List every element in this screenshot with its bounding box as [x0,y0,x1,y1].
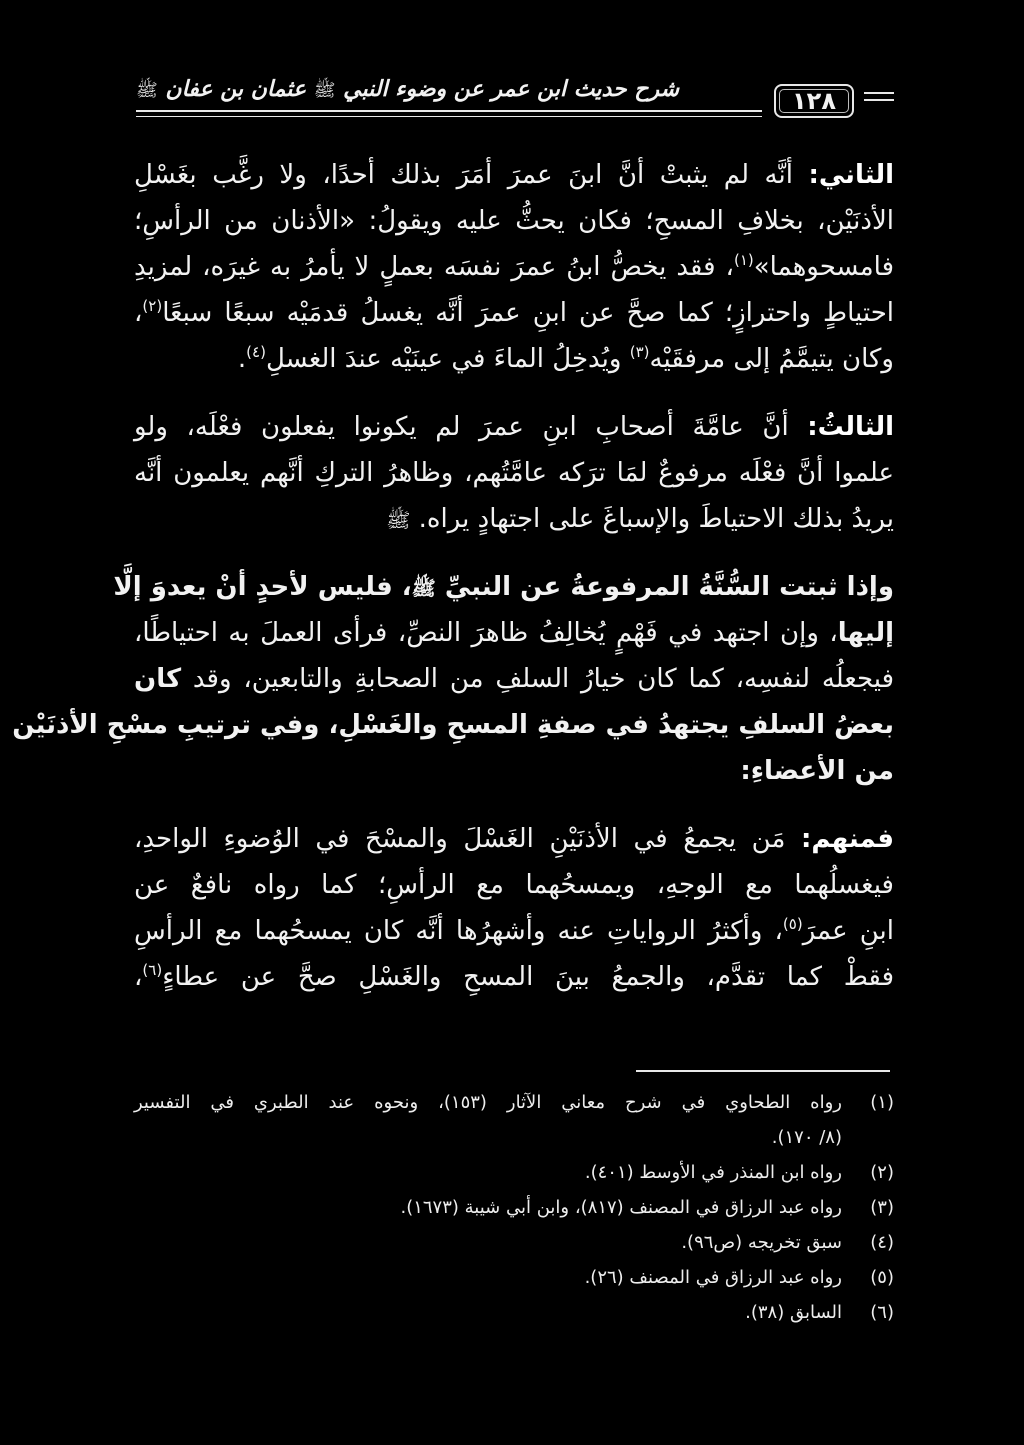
footnotes [134,1085,894,1330]
paragraph-gap [134,542,894,564]
text-span: ، [134,962,143,992]
paragraph-gap [134,794,894,816]
text-line [134,450,894,496]
footnote-number: (٢) [870,1162,894,1183]
text-span: أنَّ عامَّةَ أصحابِ ابنِ عمرَ لم يكونوا يفعلون فعْلَه، ولو [134,412,789,442]
text-span: ، وإن اجتهد في فَهْمٍ يُخالِفُ ظاهرَ النصِّ، فرأى العملَ به احتياطًا، [134,618,838,648]
text-span: من الأعضاءِ: [740,756,894,786]
salutation-mark: ﷺ [411,576,436,600]
page-number [774,84,854,118]
text-span: مَن يجمعُ في الأذنَيْنِ الغَسْلَ والمسْحَ في الوُضوءِ الواحدِ، [134,824,786,854]
paragraph-gap [134,382,894,404]
footnote-number: (٣) [870,1197,894,1218]
page-header [136,70,894,134]
author-name: عثمان بن عفان [165,76,307,102]
footnote-marker[interactable]: (٣) [629,343,650,361]
point-label: فمنهم: [800,824,895,854]
text-span: ، فقد يخصُّ ابنُ عمرَ نفسَه بعملٍ لا يأمرُ به غيرَه، لمزيدِ [134,252,734,282]
footnote-text: رواه ابن المنذر في الأوسط (٤٠١). [584,1162,842,1183]
main-text [12,152,895,1052]
footnote-text: السابق (٣٨). [745,1302,842,1323]
text-line [134,816,894,862]
author-salutation: ﷺ [136,80,158,101]
text-line [134,656,894,702]
text-span: ابنِ عمرَ [802,916,894,946]
footnote-item [134,1085,894,1120]
page-number-text: ١٢٨ [792,87,836,115]
text-line [134,862,894,908]
header-ornament-dash [864,92,894,101]
text-span: وإذا ثبتت السُّنَّةُ المرفوعةُ عن النبيِّ [444,572,894,602]
header-rule [136,110,762,117]
footnote-number: (٦) [870,1302,894,1323]
footnote-marker[interactable]: (٤) [246,343,266,361]
text-span: وكان يتيمَّمُ إلى مرفقَيْه [649,344,894,374]
text-line [134,152,894,198]
text-line [134,908,894,954]
footnote-separator [636,1070,890,1072]
footnote-number: (٥) [870,1267,894,1288]
point-label: الثاني: [808,160,894,190]
text-line [134,496,894,542]
footnote-text: رواه عبد الرزاق في المصنف (٨١٧)، وابن أبي شيبة (١٦٧٣). [400,1197,842,1218]
text-span: احتياطٍ واحترازٍ؛ كما صحَّ عن ابنِ عمرَ أنَّه يغسلُ قدمَيْه سبعًا سبعًا [162,298,894,328]
footnote-item [134,1260,894,1295]
text-span: ، [134,298,143,328]
footnote-text: (٨/ ١٧٠). [771,1127,842,1148]
point-label: الثالثُ: [807,412,895,442]
footnote-text: سبق تخريجه (ص٩٦). [681,1232,842,1253]
text-span: يريدُ بذلك الاحتياطَ والإسباغَ على اجتهادٍ يراه. [418,504,894,534]
footnote-number: (٤) [870,1232,894,1253]
text-span: ويُدخِلُ الماءَ في عينَيْه عندَ الغسلِ [265,344,622,374]
footnote-marker[interactable]: (٦) [142,961,163,979]
footnote-item [134,1155,894,1190]
footnote-marker[interactable]: (١) [733,251,754,269]
text-line [134,610,894,656]
text-span: فامسحوهما» [753,252,894,282]
text-line [12,702,894,748]
text-span: أنَّه لم يثبتْ أنَّ ابنَ عمرَ أمَرَ بذلك أحدًا، ولا رغَّب بغَسْلِ [134,160,793,190]
footnote-text: رواه عبد الرزاق في المصنف (٢٦). [584,1267,842,1288]
footnote-marker[interactable]: (٥) [782,915,803,933]
text-span: فيجعلُه لنفسِه، كما كان خيارُ السلفِ من الصحابةِ والتابعين، وقد [192,664,894,694]
footnote-text: رواه الطحاوي في شرح معاني الآثار (١٥٣)، ونحوه عند الطبري في التفسير [134,1092,842,1113]
text-span: ، فليس لأحدٍ أنْ يعدوَ إلَّا [113,572,412,602]
text-span: بعضُ السلفِ يجتهدُ في صفةِ المسحِ والغَسْلِ، وفي ترتيبِ مسْحِ الأذنَيْن [12,710,894,740]
text-span: كان [134,664,182,694]
text-span: الأذنَيْن، بخلافِ المسحِ؛ فكان يحثُّ عليه ويقولُ: «الأذنان من الرأسِ؛ [134,206,894,236]
footnote-continuation [134,1120,894,1155]
text-line [134,748,894,794]
running-title [136,70,762,108]
text-line [134,244,894,290]
footnote-number: (١) [870,1092,894,1113]
title-salutation: ﷺ [313,80,336,101]
text-line [134,954,894,1000]
text-span: إليها [837,618,894,648]
footnote-item [134,1295,894,1330]
text-line [134,404,894,450]
salutation-mark: ﷺ [386,508,411,532]
text-line [134,198,894,244]
text-span: علموا أنَّ فعْلَه مرفوعٌ لمَا ترَكه عامَّتُهم، وظاهرُ التركِ أنَّهم يعلمون أنَّه [134,458,894,488]
text-line [134,336,894,382]
text-line [134,290,894,336]
text-span: فيغسلُهما مع الوجهِ، ويمسحُهما مع الرأسِ؛ كما رواه نافعٌ عن [134,870,894,900]
footnote-item [134,1190,894,1225]
text-span: فقطْ كما تقدَّم، والجمعُ بينَ المسحِ والغَسْلِ صحَّ عن عطاءٍ [162,962,894,992]
footnote-item [134,1225,894,1260]
book-title: شرح حديث ابن عمر عن وضوء النبي [343,76,680,102]
text-span: ، وأكثرُ الرواياتِ عنه وأشهرُها أنَّه كان يمسحُهما مع الرأسِ [134,916,783,946]
text-span: . [237,344,247,374]
text-line [113,564,894,610]
footnote-marker[interactable]: (٢) [142,297,163,315]
